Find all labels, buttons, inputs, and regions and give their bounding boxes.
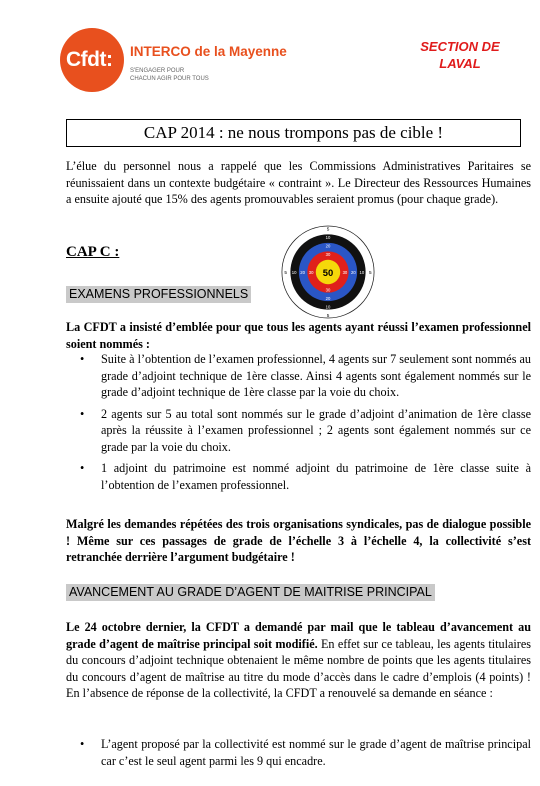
logo-slogan: S'ENGAGER POUR CHACUN AGIR POUR TOUS (130, 68, 209, 82)
ring-label-5-top: 5 (326, 226, 330, 232)
organization-name: INTERCO de la Mayenne (130, 44, 287, 59)
ring-label-30-top: 30 (325, 252, 331, 258)
ring-label-20-top: 20 (325, 243, 331, 249)
exams-conclusion: Malgré les demandes répétées des trois organisations syndicales, pas de dialogue possible ! Même sur ces passages de grade de l’échelle 3 à l’échelle 4, la collectivité s’est retranchée derrière l’argument budgétaire ! (66, 517, 531, 564)
target-icon (281, 225, 375, 319)
section-line-1: SECTION DE (420, 39, 500, 54)
maitrise-paragraph (66, 619, 531, 702)
maitrise-lead-bold: Le 24 octobre dernier, la CFDT a demandé par mail que le tableau d’avancement au grade d’agent de maîtrise principal soit modifié. (66, 620, 531, 651)
ring-label-10-left: 10 (291, 269, 297, 275)
section-line-2: LAVAL (439, 56, 481, 71)
list-item: • 1 adjoint du patrimoine est nommé adjoint du patrimoine de 1ère classe suite à l’obtention de l’examen professionnel. (80, 460, 531, 493)
ring-label-30-left: 30 (308, 269, 314, 275)
logo-text: Cfdt: (66, 48, 113, 71)
cap-c-heading: CAP C : (66, 244, 120, 260)
exams-section-banner: EXAMENS PROFESSIONNELS (66, 286, 251, 303)
maitrise-lead-rest: En effet sur ce tableau, les agents titulaires du concours d’adjoint technique obtenaient le même nombre de points que les agents titulaires du concours d’agent de maîtrise au titre du mode d’accès dans le cadre d’emplois (4 points) ! En l’absence de réponse de la collectivité, la CFDT a renouvelé sa demande en séance : (66, 636, 531, 700)
target-center-label: 50 (322, 266, 334, 278)
ring-label-20-right: 20 (351, 269, 356, 275)
ring-label-20-left: 20 (300, 269, 305, 275)
list-item: • Suite à l’obtention de l’examen professionnel, 4 agents sur 7 seulement sont nommés au grade d’adjoint technique de 1ère classe. Ainsi 4 agents sont également nommés sur le grade d’adjoint technique de 1ère classe par la voie du choix. (80, 351, 531, 401)
section-label (410, 38, 510, 72)
page-title: CAP 2014 : ne nous trompons pas de cible ! (66, 119, 521, 147)
maitrise-section-banner: AVANCEMENT AU GRADE D’AGENT DE MAITRISE PRINCIPAL (66, 584, 435, 601)
list-item: • L’agent proposé par la collectivité est nommé sur le grade d’agent de maîtrise principal car c’est le seul agent parmi les 9 qui encadre. (80, 736, 531, 769)
exams-lead: La CFDT a insisté d’emblée pour que tous les agents ayant réussi l’examen professionnel soient nommés : (66, 320, 531, 351)
ring-label-10-top: 10 (325, 235, 331, 241)
ring-label-10-bottom: 10 (325, 304, 331, 310)
ring-label-5-bottom: 5 (326, 313, 330, 319)
ring-label-5-left: 5 (284, 269, 288, 275)
ring-label-10-right: 10 (359, 269, 365, 275)
ring-label-5-right: 5 (368, 269, 372, 275)
ring-label-20-bottom: 20 (325, 296, 331, 302)
intro-paragraph: L’élue du personnel nous a rappelé que les Commissions Administratives Paritaires se réunissaient dans un contexte budgétaire « contraint ». Le Directeur des Ressources Humaines a ensuite ajouté que 15% des agents promouvables seraient promus (pour chaque grade). (66, 159, 531, 206)
exams-list (80, 351, 531, 498)
list-item: • 2 agents sur 5 au total sont nommés sur le grade d’adjoint d’animation de 1ère classe après la réussite à l’examen professionnel ; 2 agents sont également nommés sur ce grade par la voie du choix. (80, 406, 531, 456)
maitrise-list (80, 736, 531, 774)
ring-label-30-right: 30 (342, 269, 348, 275)
ring-label-30-bottom: 30 (325, 287, 331, 293)
cfdt-logo (60, 28, 287, 92)
